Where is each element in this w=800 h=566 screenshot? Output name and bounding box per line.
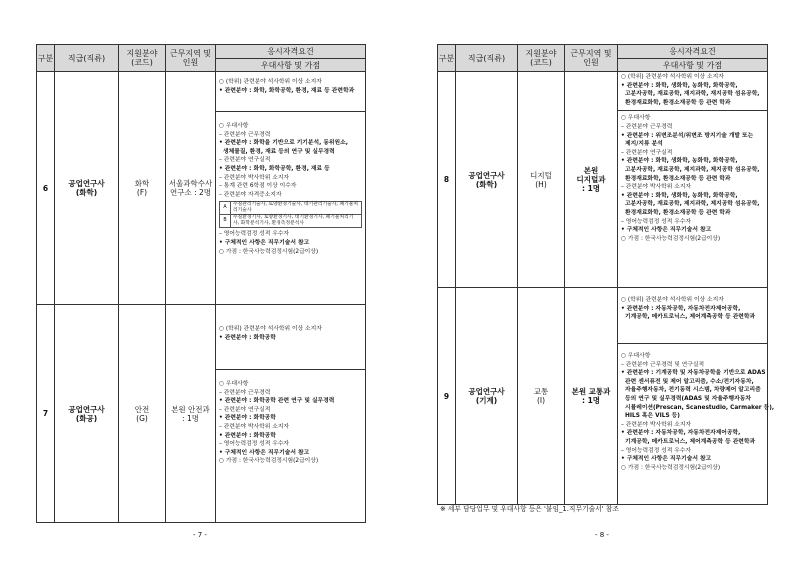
- list-item: 환경재료화학, 환경소재공학 등 관련 학과: [621, 99, 731, 106]
- field-code-letter: (I): [536, 396, 546, 405]
- list-item: HILS 혹은 VILS 등): [621, 413, 680, 420]
- location-l2: : 1명: [581, 396, 601, 405]
- field-name: 디지털: [530, 170, 552, 180]
- row-number: 7: [37, 305, 55, 523]
- right-page: [437, 44, 775, 505]
- req-field: • 관련분야 : 화학, 화학공학, 환경, 재료 등 관련학과: [219, 87, 355, 94]
- header-field-l1: 지원분야: [525, 49, 557, 58]
- list-item: – 관련분야 박사학위 소지자: [219, 423, 290, 430]
- header-requirements: 응시자격요건: [618, 45, 768, 59]
- list-item: ○ 우대사항: [219, 381, 249, 387]
- header-jikgeup: 직급(직류): [55, 45, 119, 72]
- job-title-l2: (화공): [75, 413, 98, 423]
- pref-list: [618, 110, 767, 246]
- page-number-left: - 7 -: [193, 531, 207, 539]
- header-field: [518, 45, 565, 72]
- cert-key-b: B: [220, 215, 231, 228]
- list-item: – 관련분야 연구실적: [219, 157, 271, 164]
- list-item: • 관련분야 : 화학공학: [219, 415, 276, 422]
- job-title-l2: (기계): [475, 396, 498, 405]
- location-headcount: [565, 288, 618, 505]
- header-location: [565, 45, 618, 72]
- list-item: ○ 우대사항: [219, 123, 249, 129]
- header-jikgeup: 직급(직류): [456, 45, 518, 72]
- field-name: 안전: [134, 404, 150, 414]
- header-loc-l1: 근무지역 및: [570, 49, 612, 58]
- list-item: 관련 센서퓨전 및 제어 알고리즘, 수소/전기자동차,: [621, 378, 754, 385]
- job-title-l1: 공업연구사: [68, 404, 105, 414]
- header-gubun: 구분: [438, 45, 456, 72]
- list-item: • 관련분야 : 화학, 생화학, 농화학, 화학공학,: [621, 192, 738, 199]
- pref-tail-list: [219, 230, 362, 256]
- list-item: • 구체적인 사항은 직무기술서 참고: [621, 456, 712, 463]
- list-item: ○ 가점 : 한국사능력검정시험(2급이상): [219, 248, 319, 255]
- requirements-cell: [216, 305, 366, 523]
- requirements-cell: [618, 288, 775, 505]
- cert-list-a: 수질관리기술사, 토양환경기술사, 대기관리기술사, 폐기물처리기술사: [231, 202, 362, 215]
- pref-list: [618, 343, 775, 475]
- req-field: • 관련분야 : 화학공학: [219, 334, 276, 341]
- field-code: [119, 72, 166, 305]
- header-loc-l1: 근무지역 및: [169, 49, 212, 58]
- list-item: ○ 가점 : 한국사능력검정시험(2급이상): [621, 464, 721, 471]
- cert-list-b: 수질환경기사, 토양환경기사, 대기환경기사, 폐기물처리기사, 화학분석기사, 환경측정분석사: [231, 215, 362, 228]
- requirements-cell: [216, 72, 366, 305]
- header-requirements: 응시자격요건: [216, 45, 366, 59]
- location-l2: 디지털과: [576, 175, 606, 184]
- list-item: – 관련분야 박사학위 소지자: [621, 421, 692, 428]
- location-headcount: [166, 72, 216, 305]
- list-item: • 관련분야 : 자동차공학, 자동차전자제어공학,: [621, 305, 741, 312]
- header-loc-l2: 인원: [182, 58, 199, 67]
- cert-key-a: A: [220, 202, 231, 215]
- pref-list: [219, 380, 362, 466]
- header-loc-l2: 인원: [583, 58, 599, 67]
- header-preferences: 우대사항 및 가점: [618, 59, 768, 72]
- job-title-l1: 공업연구사: [468, 387, 505, 396]
- list-item: – 관련분야 근무경력: [219, 131, 271, 138]
- list-item: – 관련분야 연구실적: [219, 406, 271, 413]
- location-headcount: [166, 305, 216, 523]
- location-l2: : 1명: [182, 413, 199, 423]
- list-item: 환경재료화학, 환경소재공학 등 관련 학과: [621, 209, 731, 216]
- header-field: [119, 45, 166, 72]
- job-title: [456, 72, 518, 288]
- field-name: 화학: [134, 179, 150, 188]
- table-row: [37, 305, 366, 523]
- job-title-l1: 공업연구사: [468, 170, 505, 180]
- row-number: 8: [438, 72, 456, 288]
- location-l1: 본원 안전과: [171, 404, 210, 414]
- field-name: 교통: [533, 387, 549, 396]
- location-l2: 연구소 : 2명: [169, 188, 212, 197]
- list-item: 기계공학, 메카트로닉스, 제어계측공학 등 관련학과: [621, 314, 756, 321]
- list-item: • 관련분야 : 자동차공학, 자동차전자제어공학,: [621, 430, 741, 437]
- list-item: • 관련분야 : 기계공학 및 자동차공학을 기반으로 ADAS: [621, 370, 766, 377]
- table-row: [37, 72, 366, 305]
- recruit-table-right: [437, 44, 775, 505]
- job-title: [456, 288, 518, 505]
- header-field-l2: (코드): [131, 58, 153, 67]
- header-field-l1: 지원분야: [126, 49, 158, 58]
- list-item: • 관련분야 : 화학공학 관련 연구 및 실무경력: [219, 398, 335, 405]
- job-title: [55, 305, 119, 523]
- location-l3: : 1명: [581, 184, 601, 193]
- list-item: ○ 가점 : 한국사능력검정시험(2급이상): [621, 235, 721, 242]
- list-item: 고분자공학, 재료공학, 재지과학, 재지공학 섬유공학,: [621, 91, 760, 98]
- req-list: [618, 72, 767, 110]
- location-l1: 본원 교통과: [571, 387, 611, 396]
- field-code: [518, 72, 565, 288]
- list-item: • 구체적인 사항은 직무기술서 참고: [621, 227, 712, 234]
- header-gubun: 구분: [37, 45, 55, 72]
- list-item: – 영어능력검정 성적 우수자: [219, 441, 290, 448]
- list-item: 고분자공학, 재료공학, 제지과학, 제지공학 섬유공학,: [621, 166, 760, 173]
- list-item: – 영어능력검정 성적 우수자: [219, 231, 290, 238]
- header-location: [166, 45, 216, 72]
- pref-list: [219, 122, 362, 199]
- table-row: [438, 72, 768, 288]
- row-number: 6: [37, 72, 55, 305]
- list-item: 고분자공학, 재료공학, 제지과학, 제지공학 섬유공학,: [621, 201, 760, 208]
- list-item: • 관련분야 : 화학을 기반으로 기기분석, 동위원소,: [219, 140, 348, 147]
- field-code-letter: (F): [136, 188, 148, 197]
- location-l1: 본원: [583, 166, 599, 175]
- list-item: ○ (학위) 관련분야 석사학위 이상 소지자: [621, 297, 724, 303]
- requirements-cell: [618, 72, 768, 288]
- job-title-l2: (화학): [475, 179, 498, 189]
- req-degree: ○ (학위) 관련분야 석사학위 이상 소지자: [219, 326, 322, 332]
- recruit-table-left: [36, 44, 366, 523]
- job-title-l2: (화학): [75, 188, 98, 197]
- list-item: – 관련분야 박사학위 소지자: [219, 174, 290, 181]
- list-item: 시뮬레이션(Prescan, Scanestudio, Carmaker 등),: [621, 404, 775, 411]
- field-code: [518, 288, 565, 505]
- list-item: – 관련분야 근무경력: [621, 123, 673, 130]
- list-item: • 구체적인 사항은 직무기술서 참고: [219, 239, 310, 246]
- location-l1: 서울과학수사: [168, 179, 213, 188]
- location-headcount: [565, 72, 618, 288]
- header-field-l2: (코드): [530, 58, 552, 67]
- table-row: [438, 288, 768, 505]
- list-item: • 관련분야 : 위변조분석/위변조 방지기술 개발 또는: [621, 132, 754, 139]
- list-item: – 관련분야 박사학위 소지자: [621, 184, 692, 191]
- header-preferences: 우대사항 및 가점: [216, 59, 366, 72]
- page-number-right: - 8 -: [595, 531, 609, 539]
- list-item: • 관련분야 : 화학, 생화학, 농화학, 화학공학,: [621, 158, 738, 165]
- left-page: [36, 44, 366, 523]
- list-item: ○ (학위) 관련분야 석사학위 이상 소지자: [621, 74, 724, 80]
- list-item: – 관련분야 근무경력: [219, 389, 271, 396]
- list-item: – 관련분야 연구실적: [621, 149, 673, 156]
- list-item: • 관련분야 : 화학공학: [219, 432, 276, 439]
- job-title: [55, 72, 119, 305]
- list-item: ○ 우대사항: [621, 115, 651, 122]
- req-list: [618, 288, 767, 343]
- list-item: 기계공학, 메카트로닉스, 제어계측공학 등 관련학과: [621, 438, 756, 445]
- field-code: [119, 305, 166, 523]
- list-item: • 관련분야 : 화학, 화학공학, 환경, 재료 등: [219, 165, 330, 172]
- list-item: 환경재료화학, 환경소재공학 등 관련 학과: [621, 175, 731, 182]
- field-code-letter: (H): [535, 179, 547, 189]
- list-item: 등의 연구 및 실무경력(ADAS 및 자율주행자동차: [621, 395, 751, 402]
- list-item: • 관련분야 : 화학, 생화학, 농화학, 화학공학,: [621, 82, 738, 89]
- list-item: – 관련분야 근무경력 및 연구실적: [621, 361, 705, 368]
- footnote: ※ 세부 담당업무 및 우대사항 등은 '붙임_1.직무기술서' 참조: [440, 505, 619, 513]
- list-item: 자율주행자동차, 전기동력 시스템, 차량제어 알고리즘: [621, 387, 761, 394]
- list-item: ○ 우대사항: [621, 353, 651, 359]
- job-title-l1: 공업연구사: [68, 179, 105, 188]
- cert-table: [219, 201, 362, 228]
- field-code-letter: (G): [136, 413, 148, 423]
- row-number: 9: [438, 288, 456, 505]
- list-item: – 영어능력검정 성적 우수자: [621, 218, 692, 225]
- list-item: 제지/지류 분석: [621, 141, 663, 148]
- req-degree: ○ (학위) 관련분야 석사학위 이상 소지자: [219, 79, 322, 85]
- list-item: – 통계 관련 6학점 이상 이수자: [219, 183, 297, 190]
- list-item: – 관련분야 자격증소지자: [219, 191, 282, 198]
- list-item: • 구체적인 사항은 직무기술서 참고: [219, 449, 310, 456]
- list-item: ○ 가점 : 한국사능력검정시험(2급이상): [219, 458, 319, 465]
- list-item: – 영어능력검정 성적 우수자: [621, 447, 692, 454]
- list-item: 생체물질, 환경, 재료 등의 연구 및 실무경력: [219, 148, 335, 155]
